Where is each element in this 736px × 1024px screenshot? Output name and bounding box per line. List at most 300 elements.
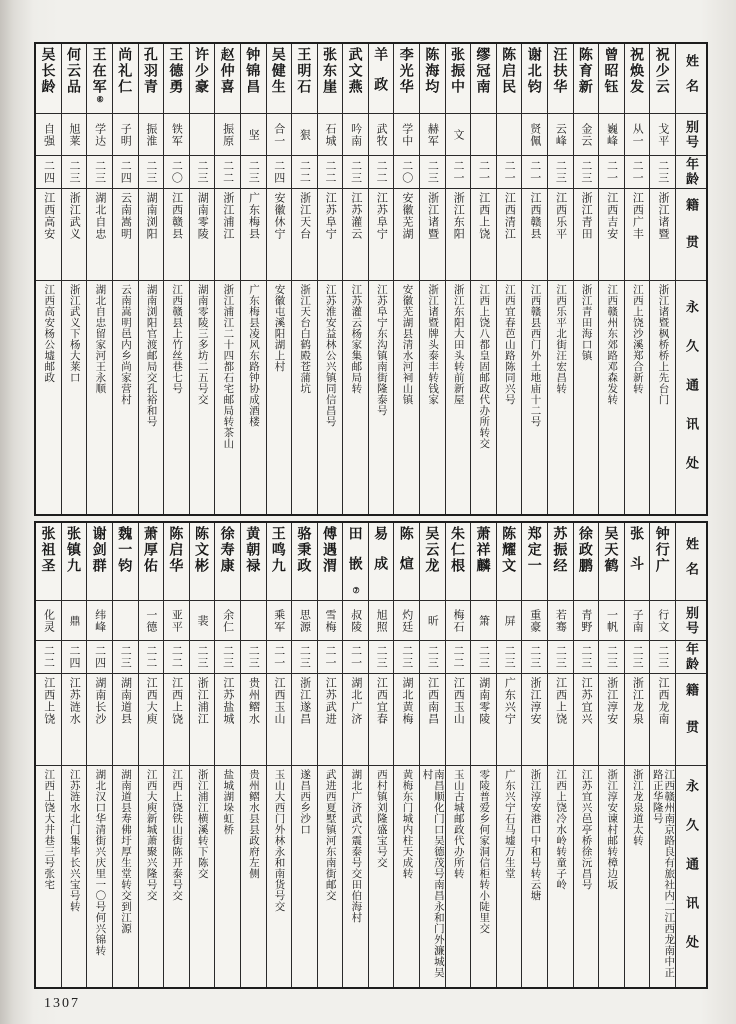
age-cell: 二三: [394, 641, 419, 674]
person-column: [470, 44, 496, 514]
alias-cell: 一德: [139, 601, 164, 641]
address-cell: 江西上饶大井巷三号张宅: [43, 769, 56, 890]
person-column: [496, 523, 522, 987]
alias-cell: 文: [446, 114, 471, 156]
native-place-cell: 湖南零陵: [190, 189, 215, 281]
person-column: [547, 523, 573, 987]
address-cell: 江苏淮安益林公兴镇同信昌号: [324, 284, 337, 427]
alias-cell: 铁军: [164, 114, 189, 156]
person-column: [521, 44, 547, 514]
alias-cell: [471, 114, 496, 156]
address-cell: 武进西夏墅镇河东南街邮交: [324, 769, 337, 901]
native-place-cell: 江西上饶: [164, 674, 189, 766]
address-cell: 江苏灌云杨家集邮局转: [350, 284, 363, 394]
address-cell: 江西上饶铁山街陈开泰号交: [171, 769, 184, 901]
alias-cell: 武牧: [369, 114, 394, 156]
directory-table-bottom: [34, 521, 708, 989]
alias-cell: 灼廷: [394, 601, 419, 641]
alias-cell: 乘军: [267, 601, 292, 641]
row-header-address: 永久通讯处: [676, 281, 706, 514]
address-cell: 安徽芜湖县清水河祠山镇: [401, 284, 414, 405]
alias-cell: 纬峰: [87, 601, 112, 641]
address-cell: 浙江诸暨牌头泰丰转钱家: [427, 284, 440, 405]
native-place-cell: 江西宜春: [369, 674, 394, 766]
person-column: [138, 44, 164, 514]
native-place-cell: 浙江天台: [292, 189, 317, 281]
native-place-cell: 江西广丰: [625, 189, 650, 281]
name-cell: 谢北钧: [522, 44, 547, 114]
name-cell: 陈启华: [164, 523, 189, 601]
age-cell: 二四: [267, 156, 292, 189]
address-cell: 江西赣县西门外土地庙十二号: [529, 284, 542, 427]
age-cell: 二三: [113, 641, 138, 674]
age-cell: 二一: [446, 156, 471, 189]
native-place-cell: 浙江诸暨: [420, 189, 445, 281]
name-cell: 孔羽青: [139, 44, 164, 114]
alias-cell: 重豪: [522, 601, 547, 641]
name-cell: 张东崖: [318, 44, 343, 114]
person-column: [393, 44, 419, 514]
address-cell: 江西上饶冷水岭转童子岭: [555, 769, 568, 890]
address-cell: 南昌顺化门口吴德茂号南昌永和门外濂城吴村: [421, 769, 445, 978]
person-column: [86, 44, 112, 514]
address-cell: 江西上饶八都皇固邮政代办所转交: [478, 284, 491, 449]
native-place-cell: 浙江淳安: [522, 674, 547, 766]
name-cell: 王鸣九: [267, 523, 292, 601]
name-cell: 傅遇渭: [318, 523, 343, 601]
native-place-cell: 江西龙南: [650, 674, 675, 766]
native-place-cell: 江西上饶: [548, 674, 573, 766]
native-place-cell: 江苏涟水: [62, 674, 87, 766]
native-place-cell: 江西乐平: [548, 189, 573, 281]
person-column: [291, 44, 317, 514]
native-place-cell: 浙江东阳: [446, 189, 471, 281]
native-place-cell: 安徽芜湖: [394, 189, 419, 281]
alias-cell: 从一: [625, 114, 650, 156]
age-cell: 二〇: [394, 156, 419, 189]
address-cell: 盐城湖垛虹桥: [222, 769, 235, 835]
address-cell: 江苏宜兴邑亭桥徐沅昌号: [580, 769, 593, 890]
alias-cell: 振原: [215, 114, 240, 156]
person-column: [112, 44, 138, 514]
name-cell: 陈海均: [420, 44, 445, 114]
alias-cell: 化灵: [36, 601, 61, 641]
address-cell: 江西赣县上竹丝巷七号: [171, 284, 184, 394]
person-column: [163, 44, 189, 514]
name-cell: 王德勇: [164, 44, 189, 114]
native-place-cell: 江苏武进: [318, 674, 343, 766]
alias-cell: [497, 114, 522, 156]
age-cell: 二三: [369, 641, 394, 674]
native-place-cell: 江西赣县: [522, 189, 547, 281]
age-cell: 二三: [471, 641, 496, 674]
native-place-cell: 江西吉安: [599, 189, 624, 281]
alias-cell: 若骞: [548, 601, 573, 641]
name-cell: 张振中: [446, 44, 471, 114]
person-column: [445, 44, 471, 514]
name-cell: 陈启民: [497, 44, 522, 114]
alias-cell: 昕: [420, 601, 445, 641]
name-cell: 谢剑群: [87, 523, 112, 601]
native-place-cell: 江西玉山: [267, 674, 292, 766]
person-column: [649, 44, 675, 514]
address-cell: 湖南道县寿佛圩厚生堂转交到江源: [119, 769, 132, 934]
address-cell: 江西高安杨公墟邮政: [43, 284, 56, 383]
name-cell: 张斗: [625, 523, 650, 601]
age-cell: 二三: [292, 641, 317, 674]
alias-cell: [241, 601, 266, 641]
person-column: [291, 523, 317, 987]
alias-cell: 石城: [318, 114, 343, 156]
address-cell: 云南嵩明邑内乡尚家营村: [119, 284, 132, 405]
name-cell: 徐寿康: [215, 523, 240, 601]
person-column: [163, 523, 189, 987]
alias-cell: 叔陵: [343, 601, 368, 641]
alias-cell: 戈平: [650, 114, 675, 156]
alias-cell: 余仁: [215, 601, 240, 641]
footnote-mark: ⑦: [351, 586, 361, 595]
name-cell: 曾昭钰: [599, 44, 624, 114]
person-column: [573, 44, 599, 514]
person-column: [496, 44, 522, 514]
native-place-cell: 江西上饶: [471, 189, 496, 281]
row-header-alias: 别号: [676, 114, 706, 156]
address-cell: 湖南浏阳官渡邮局交孔裕和号: [145, 284, 158, 427]
age-cell: 二三: [574, 156, 599, 189]
age-cell: 二一: [599, 156, 624, 189]
age-cell: 二二: [318, 156, 343, 189]
alias-cell: 青野: [574, 601, 599, 641]
address-cell: 湖南零陵三多坊二五号交: [196, 284, 209, 405]
address-cell: 浙江东阳大田头转前新屋: [452, 284, 465, 405]
age-cell: 二四: [113, 156, 138, 189]
age-cell: 二二: [369, 156, 394, 189]
native-place-cell: 浙江武义: [62, 189, 87, 281]
age-cell: 二二: [164, 641, 189, 674]
native-place-cell: 云南嵩明: [113, 189, 138, 281]
alias-cell: 子南: [625, 601, 650, 641]
row-header-column: [675, 44, 706, 514]
native-place-cell: 江苏阜宁: [369, 189, 394, 281]
name-cell: 张镇九: [62, 523, 87, 601]
name-cell: 吴云龙: [420, 523, 445, 601]
native-place-cell: 浙江青田: [574, 189, 599, 281]
age-cell: 二二: [446, 641, 471, 674]
alias-cell: 箫: [471, 601, 496, 641]
name-cell: 王在军⑥: [87, 44, 112, 114]
age-cell: 二三: [420, 641, 445, 674]
person-column: [317, 44, 343, 514]
age-cell: 二四: [62, 641, 87, 674]
address-cell: 湖北汉口华清街兴庆里一〇号何兴锦转: [94, 769, 107, 956]
age-cell: 二四: [36, 156, 61, 189]
name-cell: 萧祥麟: [471, 523, 496, 601]
native-place-cell: 广东梅县: [241, 189, 266, 281]
alias-cell: 金云: [574, 114, 599, 156]
address-cell: 江西大庾新城萧聚兴隆号交: [145, 769, 158, 901]
name-cell: 郑定一: [522, 523, 547, 601]
name-cell: 尚礼仁: [113, 44, 138, 114]
name-cell: 陈文彬: [190, 523, 215, 601]
address-cell: 浙江天台白鹤殿苍蒲坑: [299, 284, 312, 394]
native-place-cell: 浙江浦江: [215, 189, 240, 281]
native-place-cell: 湖南道县: [113, 674, 138, 766]
name-cell: 钟锦昌: [241, 44, 266, 114]
address-cell: 黄梅东门城内柱天成转: [401, 769, 414, 879]
person-column: [342, 44, 368, 514]
person-column: [470, 523, 496, 987]
person-column: [189, 523, 215, 987]
address-cell: 浙江浦江二十四都石宅邮局转茶山: [222, 284, 235, 449]
native-place-cell: 浙江浦江: [190, 674, 215, 766]
age-cell: 二二: [139, 641, 164, 674]
name-cell: 祝少云: [650, 44, 675, 114]
address-cell: 西村镇刘隆盛宝号交: [375, 769, 388, 868]
row-header-native-place: 籍贯: [676, 189, 706, 281]
name-cell: 吴健生: [267, 44, 292, 114]
footnote-mark: ⑥: [95, 95, 105, 104]
age-cell: 二三: [548, 156, 573, 189]
alias-cell: 合一: [267, 114, 292, 156]
native-place-cell: 江苏阜宁: [318, 189, 343, 281]
person-column: [598, 523, 624, 987]
alias-cell: 行文: [650, 601, 675, 641]
age-cell: 二三: [522, 641, 547, 674]
person-column: [445, 523, 471, 987]
native-place-cell: 江西赣县: [164, 189, 189, 281]
native-place-cell: 江西高安: [36, 189, 61, 281]
name-cell: 骆秉政: [292, 523, 317, 601]
alias-cell: 旭照: [369, 601, 394, 641]
address-cell: 遂昌西乡沙口: [299, 769, 312, 835]
person-column: [368, 44, 394, 514]
alias-cell: 吟南: [343, 114, 368, 156]
person-column: [521, 523, 547, 987]
age-cell: 二三: [574, 641, 599, 674]
alias-cell: 子明: [113, 114, 138, 156]
person-column: [598, 44, 624, 514]
person-column: [214, 44, 240, 514]
person-column: [189, 44, 215, 514]
address-cell: 江西宜春芭山路陈同兴号: [503, 284, 516, 405]
name-cell: 许少豪: [190, 44, 215, 114]
alias-cell: 学中: [394, 114, 419, 156]
alias-cell: 振淮: [139, 114, 164, 156]
native-place-cell: 安徽休宁: [267, 189, 292, 281]
alias-cell: 云峰: [548, 114, 573, 156]
person-column: [419, 44, 445, 514]
native-place-cell: 湖南长沙: [87, 674, 112, 766]
native-place-cell: 江苏盐城: [215, 674, 240, 766]
address-cell: 湖北自忠留家河王永顺: [94, 284, 107, 394]
row-header-name: 姓名: [676, 523, 706, 601]
name-cell: 何云品: [62, 44, 87, 114]
address-cell: 浙江淳安谏村邮转樟边坂: [606, 769, 619, 890]
name-cell: 萧厚佑: [139, 523, 164, 601]
person-column: [368, 523, 394, 987]
age-cell: 二一: [267, 641, 292, 674]
row-header-age: 年龄: [676, 156, 706, 189]
age-cell: 二三: [190, 641, 215, 674]
age-cell: 二三: [241, 156, 266, 189]
alias-cell: 赫军: [420, 114, 445, 156]
native-place-cell: 江苏宜兴: [574, 674, 599, 766]
native-place-cell: 贵州鳛水: [241, 674, 266, 766]
address-cell: 江苏涟水北门集毕长兴宝号转: [68, 769, 81, 912]
person-column: [342, 523, 368, 987]
person-column: [393, 523, 419, 987]
page-number: 1307: [44, 996, 80, 1011]
age-cell: 二三: [139, 156, 164, 189]
directory-table-top: [34, 42, 708, 516]
name-cell: 缪冠南: [471, 44, 496, 114]
name-cell: 魏一钧: [113, 523, 138, 601]
age-cell: 二三: [548, 641, 573, 674]
row-header-name: 姓名: [676, 44, 706, 114]
alias-cell: 贤佩: [522, 114, 547, 156]
row-header-alias: 别号: [676, 601, 706, 641]
name-cell: 祝焕发: [625, 44, 650, 114]
age-cell: 二三: [420, 156, 445, 189]
address-cell: 浙江青田海口镇: [580, 284, 593, 361]
person-column: [61, 44, 87, 514]
name-cell: 朱仁根: [446, 523, 471, 601]
native-place-cell: 湖北自忠: [87, 189, 112, 281]
age-cell: 二一: [343, 641, 368, 674]
age-cell: 二一: [522, 156, 547, 189]
address-cell: 江苏阜宁东沟镇南街隆泰号: [375, 284, 388, 416]
address-cell: 浙江淳安港口中和号转云塘: [529, 769, 542, 901]
person-column: [266, 523, 292, 987]
person-column: [573, 523, 599, 987]
native-place-cell: 湖南零陵: [471, 674, 496, 766]
age-cell: 二三: [625, 641, 650, 674]
person-column: [649, 523, 675, 987]
name-cell: 黄朝禄: [241, 523, 266, 601]
person-column: [547, 44, 573, 514]
native-place-cell: 江西大庾: [139, 674, 164, 766]
person-column: [419, 523, 445, 987]
alias-cell: 思源: [292, 601, 317, 641]
alias-cell: 屏: [497, 601, 522, 641]
address-cell: 贵州鳛水县县政府左侧: [247, 769, 260, 879]
alias-cell: 狠: [292, 114, 317, 156]
age-cell: 二三: [215, 641, 240, 674]
native-place-cell: 广东兴宁: [497, 674, 522, 766]
age-cell: 二一: [471, 156, 496, 189]
age-cell: 二二: [36, 641, 61, 674]
alias-cell: 雪梅: [318, 601, 343, 641]
name-cell: 吴天鹤: [599, 523, 624, 601]
native-place-cell: 湖北广济: [343, 674, 368, 766]
address-cell: 浙江诸暨枫桥桥上先台门: [657, 284, 670, 405]
alias-cell: 巍峰: [599, 114, 624, 156]
native-place-cell: 浙江遂昌: [292, 674, 317, 766]
alias-cell: 坚: [241, 114, 266, 156]
native-place-cell: 江西清江: [497, 189, 522, 281]
alias-cell: 自强: [36, 114, 61, 156]
address-cell: 浙江龙泉道太转: [631, 769, 644, 846]
address-cell: 浙江浦江横溪转下陈交: [196, 769, 209, 879]
age-cell: 二三: [650, 156, 675, 189]
age-cell: 二二: [292, 156, 317, 189]
alias-cell: 旭莱: [62, 114, 87, 156]
age-cell: 二三: [497, 641, 522, 674]
age-cell: 二三: [87, 156, 112, 189]
person-column: [112, 523, 138, 987]
age-cell: 二〇: [164, 156, 189, 189]
person-column: [624, 44, 650, 514]
person-column: [61, 523, 87, 987]
person-column: [317, 523, 343, 987]
age-cell: 二三: [62, 156, 87, 189]
person-column: [214, 523, 240, 987]
row-header-age: 年龄: [676, 641, 706, 674]
age-cell: 二四: [87, 641, 112, 674]
address-cell: 江西乐平北街汪宏昌转: [555, 284, 568, 394]
address-cell: 零陵普爱乡何家洞信柜转小陡里交: [478, 769, 491, 934]
address-cell: 广东兴宁石马墟万生堂: [503, 769, 516, 879]
name-cell: 陈耀文: [497, 523, 522, 601]
person-column: [138, 523, 164, 987]
directory-tables: [34, 42, 708, 989]
alias-cell: 鼎: [62, 601, 87, 641]
alias-cell: 梅石: [446, 601, 471, 641]
row-header-address: 永久通讯处: [676, 766, 706, 987]
native-place-cell: 江西南昌: [420, 674, 445, 766]
alias-cell: [190, 114, 215, 156]
address-cell: 江西赣州南京路良有旅社内二江西龙南中正路正华隆号: [651, 769, 675, 978]
name-cell: 陈育新: [574, 44, 599, 114]
name-cell: 吴长龄: [36, 44, 61, 114]
person-column: [266, 44, 292, 514]
address-cell: 湖北广济武穴震泰号交田伯海村: [350, 769, 363, 923]
name-cell: 张祖圣: [36, 523, 61, 601]
row-header-column: [675, 523, 706, 987]
name-cell: 汪扶华: [548, 44, 573, 114]
address-cell: 玉山古城邮政代办所转: [452, 769, 465, 879]
address-cell: 江西上饶沙溪郑合新转: [631, 284, 644, 394]
name-cell: 李光华: [394, 44, 419, 114]
name-cell: 易成: [369, 523, 394, 601]
age-cell: 二三: [599, 641, 624, 674]
name-cell: 王明石: [292, 44, 317, 114]
name-cell: 陈煊: [394, 523, 419, 601]
age-cell: 二三: [241, 641, 266, 674]
name-cell: 苏振经: [548, 523, 573, 601]
native-place-cell: 湖南浏阳: [139, 189, 164, 281]
person-column: [240, 44, 266, 514]
person-column: [36, 523, 61, 987]
person-column: [624, 523, 650, 987]
native-place-cell: 浙江诸暨: [650, 189, 675, 281]
address-cell: 玉山大西门外林永和南货号交: [273, 769, 286, 912]
age-cell: 二二: [215, 156, 240, 189]
address-cell: 安徽屯溪阳湖上村: [273, 284, 286, 372]
name-cell: 羊政: [369, 44, 394, 114]
native-place-cell: 浙江淳安: [599, 674, 624, 766]
name-cell: 钟行广: [650, 523, 675, 601]
age-cell: 二一: [497, 156, 522, 189]
alias-cell: [113, 601, 138, 641]
address-cell: 浙江武义下杨大莱口: [68, 284, 81, 383]
person-column: [36, 44, 61, 514]
address-cell: 广东梅县凌风东路钟协成酒楼: [247, 284, 260, 427]
age-cell: 二三: [190, 156, 215, 189]
name-cell: 田嵌⑦: [343, 523, 368, 601]
row-header-native-place: 籍贯: [676, 674, 706, 766]
alias-cell: 亚平: [164, 601, 189, 641]
